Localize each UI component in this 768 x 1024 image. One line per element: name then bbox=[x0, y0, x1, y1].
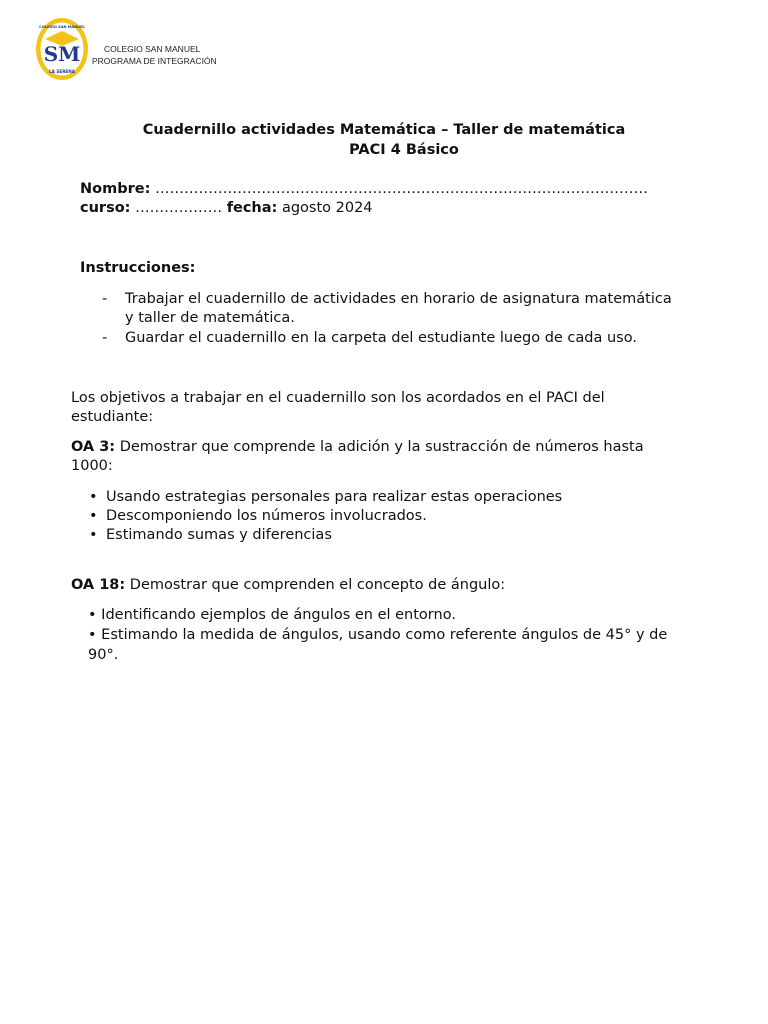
oa3-text: Demostrar que comprende la adición y la sustracción de números hasta bbox=[115, 439, 644, 455]
oa3-bullet: • bbox=[89, 489, 98, 505]
instruction-item: Guardar el cuadernillo en la carpeta del estudiante luego de cada uso. bbox=[125, 330, 637, 346]
oa3-bullet: • bbox=[89, 508, 98, 524]
nombre-label: Nombre: bbox=[80, 181, 151, 197]
oa18-item: • Estimando la medida de ángulos, usando como referente ángulos de 45° y de bbox=[88, 627, 668, 643]
curso-fecha-field bbox=[80, 198, 373, 218]
oa18-item: 90°. bbox=[88, 647, 119, 663]
oa18-text: Demostrar que comprenden el concepto de ángulo: bbox=[125, 577, 506, 593]
oa3-item: Descomponiendo los números involucrados. bbox=[106, 508, 427, 524]
instruction-item: y taller de matemática. bbox=[125, 310, 295, 326]
logo-bottom-text: LA SERENA bbox=[48, 69, 76, 74]
title-line-2: PACI 4 Básico bbox=[349, 142, 459, 158]
oa3-label: OA 3: bbox=[71, 439, 116, 455]
curso-blank: ……………… bbox=[135, 200, 223, 216]
fecha-value: agosto 2024 bbox=[281, 200, 373, 216]
instruction-bullet: - bbox=[102, 330, 108, 346]
logo-initials: SM bbox=[43, 42, 81, 66]
instructions-heading: Instrucciones: bbox=[80, 260, 196, 276]
oa3-objective bbox=[71, 437, 644, 457]
instruction-item: Trabajar el cuadernillo de actividades en horario de asignatura matemática bbox=[125, 291, 672, 307]
fecha-label: fecha: bbox=[226, 200, 278, 216]
intro-text: estudiante: bbox=[71, 409, 154, 425]
logo-top-text: COLEGIO SAN MANUEL bbox=[39, 25, 85, 29]
oa3-item: Estimando sumas y diferencias bbox=[106, 527, 332, 543]
title-line-1: Cuadernillo actividades Matemática – Taller de matemática bbox=[142, 122, 626, 138]
oa3-text-cont: 1000: bbox=[71, 458, 113, 474]
school-logo bbox=[35, 17, 89, 81]
oa3-bullet: • bbox=[89, 527, 98, 543]
instruction-bullet: - bbox=[102, 291, 108, 307]
document-title bbox=[0, 120, 768, 160]
nombre-field bbox=[80, 179, 648, 199]
curso-label: curso: bbox=[80, 200, 131, 216]
oa18-objective bbox=[71, 575, 505, 595]
intro-text: Los objetivos a trabajar en el cuadernillo son los acordados en el PACI del bbox=[71, 390, 605, 406]
oa3-item: Usando estrategias personales para realizar estas operaciones bbox=[106, 489, 563, 505]
oa18-item: • Identificando ejemplos de ángulos en el entorno. bbox=[88, 607, 456, 623]
school-name: COLEGIO SAN MANUEL bbox=[104, 44, 201, 54]
program-name: PROGRAMA DE INTEGRACIÓN bbox=[92, 56, 217, 66]
nombre-blank: ………………………………………………………………………………………… bbox=[154, 181, 648, 197]
school-header bbox=[92, 43, 217, 67]
oa18-label: OA 18: bbox=[71, 577, 126, 593]
